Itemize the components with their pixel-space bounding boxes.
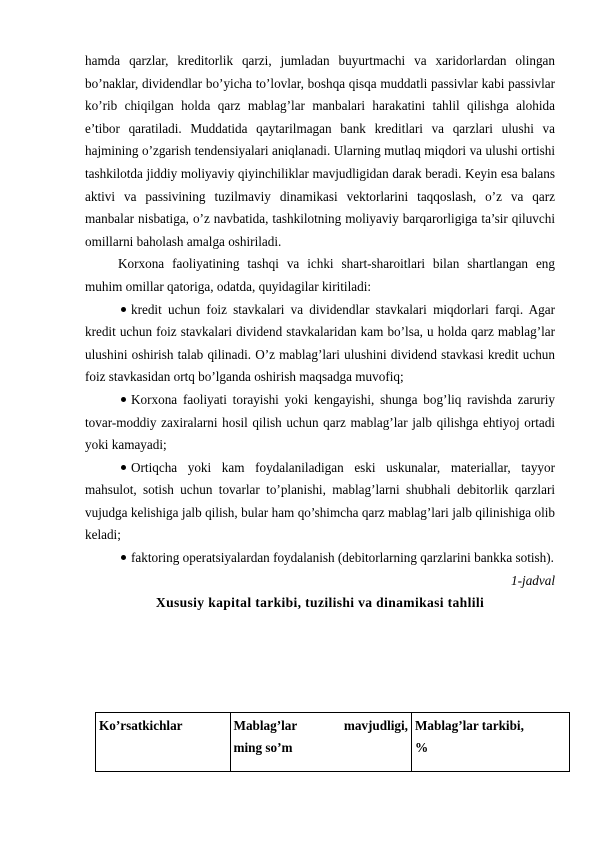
header-label: % — [414, 740, 429, 755]
bullet-item-4 — [85, 547, 555, 570]
header-line — [234, 715, 408, 737]
header-label: Mablag’lar tarkibi, — [414, 718, 524, 733]
bullet-item-2 — [85, 389, 555, 457]
header-label: Ko’rsatkichlar — [99, 718, 183, 733]
paragraph-2: Korxona faoliyatining tashqi va ichki shart-sharoitlari bilan shartlangan eng muhim omillar qatoriga, odatda, quyidagilar kiritiladi: — [85, 256, 555, 294]
table-header-row — [96, 713, 570, 772]
bullet-icon — [121, 307, 126, 312]
bullet-text: faktoring operatsiyalardan foydalanish (debitorlarning qarzlarini bankka sotish). — [131, 550, 554, 566]
data-table — [95, 712, 570, 772]
header-label: Mablag’lar — [233, 718, 298, 733]
header-cell-availability — [230, 713, 411, 772]
header-cell-indicators — [96, 713, 231, 772]
bullet-icon — [121, 397, 126, 402]
bullet-item-1 — [85, 299, 555, 389]
document-page — [85, 50, 555, 615]
header-label: mavjudligi, — [343, 718, 408, 733]
table-title: Xususiy kapital tarkibi, tuzilishi va dinamikasi tahlili — [155, 595, 485, 611]
bullet-text: Ortiqcha yoki kam foydalaniladigan eski uskunalar, materiallar, tayyor mahsulot, sotish uchun tovarlar to’planishi, mablag’larni shubhali debitorlik qarzlari vujudga kelishiga jalb qilish, bular ham qo’shimcha qarz mablag’lari jalb qilinishiga olib keladi; — [85, 459, 555, 543]
bullet-icon — [121, 555, 126, 560]
bullet-text: kredit uchun foiz stavkalari va dividendlar stavkalari miqdorlari farqi. Agar kredit uchun foiz stavkalari dividend stavkalaridan kam bo’lsa, u holda qarz mablag’lar ulushini oshirish talab qilinadi. O’z mablag’lari ulushini dividend stavkasi kredit uchun foiz stavkasidan ortq bo’lganda oshirish maqsadga muvofiq; — [85, 301, 555, 385]
table-label: 1-jadval — [511, 572, 555, 588]
header-label: ming so’m — [233, 740, 293, 755]
bullet-text: Korxona faoliyati torayishi yoki kengayishi, shunga bog’liq ravishda zaruriy tovar-moddiy zaxiralarni hosil qilish uchun qarz mablag’lar jalb qilishga ehtiyoj ortadi yoki kamayadi; — [85, 391, 555, 453]
bullet-icon — [121, 465, 126, 470]
header-cell-composition — [411, 713, 569, 772]
bullet-item-3 — [85, 457, 555, 547]
paragraph-1: hamda qarzlar, kreditorlik qarzi, jumladan buyurtmachi va xaridorlardan olingan bo’naklar, dividendlar bo’yicha to’lovlar, boshqa qisqa muddatli passivlar kabi passivlar ko’rib chiqilgan holda qarz mablag’lar manbalari harakatini tahlil qilishga alohida e’tibor qaratiladi. Muddatida qaytarilmagan bank kreditlari va qarzlari ulushi va hajmining o’zgarish tendensiyalari aniqlanadi. Ularning mutlaq miqdori va ulushi ortishi tashkilotda jiddiy moliyaviy qiyinchiliklar mavjudligidan darak beradi. Keyin esa balans aktivi va passivining tuzilmaviy dinamikasi vektorlarini taqqoslash, o’z va qarz manbalar nisbatiga, o’z navbatida, tashkilotning moliyaviy barqarorligiga ta’sir qiluvchi omillarni baholash amalga oshiriladi. — [85, 53, 555, 249]
